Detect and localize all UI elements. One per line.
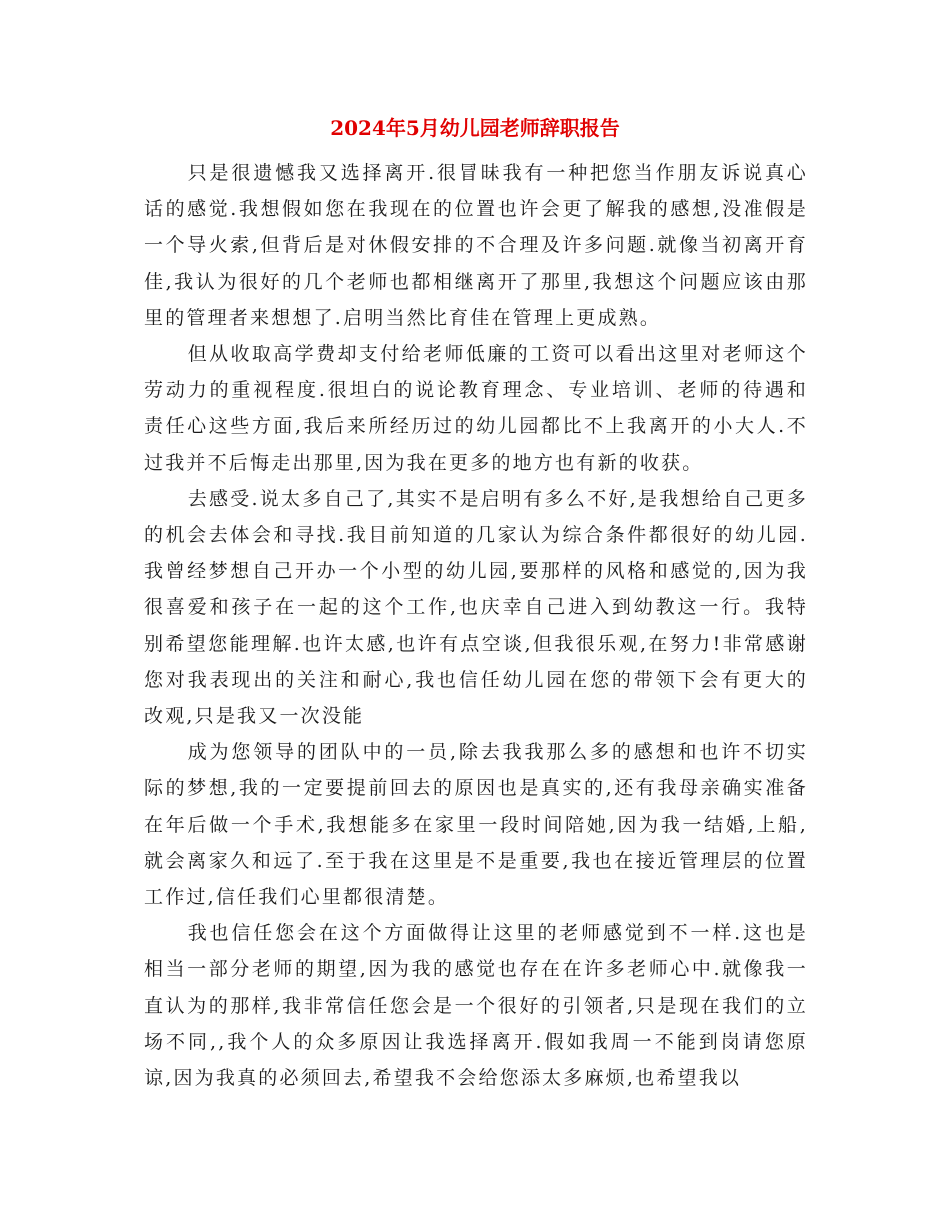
document-body [144, 155, 808, 1096]
paragraph-5: 我也信任您会在这个方面做得让这里的老师感觉到不一样.这也是相当一部分老师的期望,因为我的感觉也存在在许多老师心中.就像我一直认为的那样,我非常信任您会是一个很好的引领者,只是现在我们的立场不同,,我个人的众多原因让我选择离开.假如我周一不能到岗请您原谅,因为我真的必须回去,希望我不会给您添太多麻烦,也希望我以 [144, 922, 808, 1090]
paragraph-4: 成为您领导的团队中的一员,除去我我那么多的感想和也许不切实际的梦想,我的一定要提前回去的原因也是真实的,还有我母亲确实准备在年后做一个手术,我想能多在家里一段时间陪她,因为我一结婚,上船,就会离家久和远了.至于我在这里是不是重要,我也在接近管理层的位置工作过,信任我们心里都很清楚。 [144, 741, 808, 909]
document-title: 2024年5月幼儿园老师辞职报告 [330, 116, 620, 140]
paragraph-2: 但从收取高学费却支付给老师低廉的工资可以看出这里对老师这个劳动力的重视程度.很坦白的说论教育理念、专业培训、老师的待遇和责任心这些方面,我后来所经历过的幼儿园都比不上我离开的小大人.不过我并不后悔走出那里,因为我在更多的地方也有新的收获。 [144, 343, 808, 474]
paragraph-1: 只是很遗憾我又选择离开.很冒昧我有一种把您当作朋友诉说真心话的感觉.我想假如您在我现在的位置也许会更了解我的感想,没准假是一个导火索,但背后是对休假安排的不合理及许多问题.就像当初离开育佳,我认为很好的几个老师也都相继离开了那里,我想这个问题应该由那里的管理者来想想了.启明当然比育佳在管理上更成熟。 [144, 162, 808, 329]
paragraph-3: 去感受.说太多自己了,其实不是启明有多么不好,是我想给自己更多的机会去体会和寻找.我目前知道的几家认为综合条件都很好的幼儿园.我曾经梦想自己开办一个小型的幼儿园,要那样的风格和感觉的,因为我很喜爱和孩子在一起的这个工作,也庆幸自己进入到幼教这一行。我特别希望您能理解.也许太感,也许有点空谈,但我很乐观,在努力!非常感谢您对我表现出的关注和耐心,我也信任幼儿园在您的带领下会有更大的改观,只是我又一次没能 [144, 487, 808, 728]
